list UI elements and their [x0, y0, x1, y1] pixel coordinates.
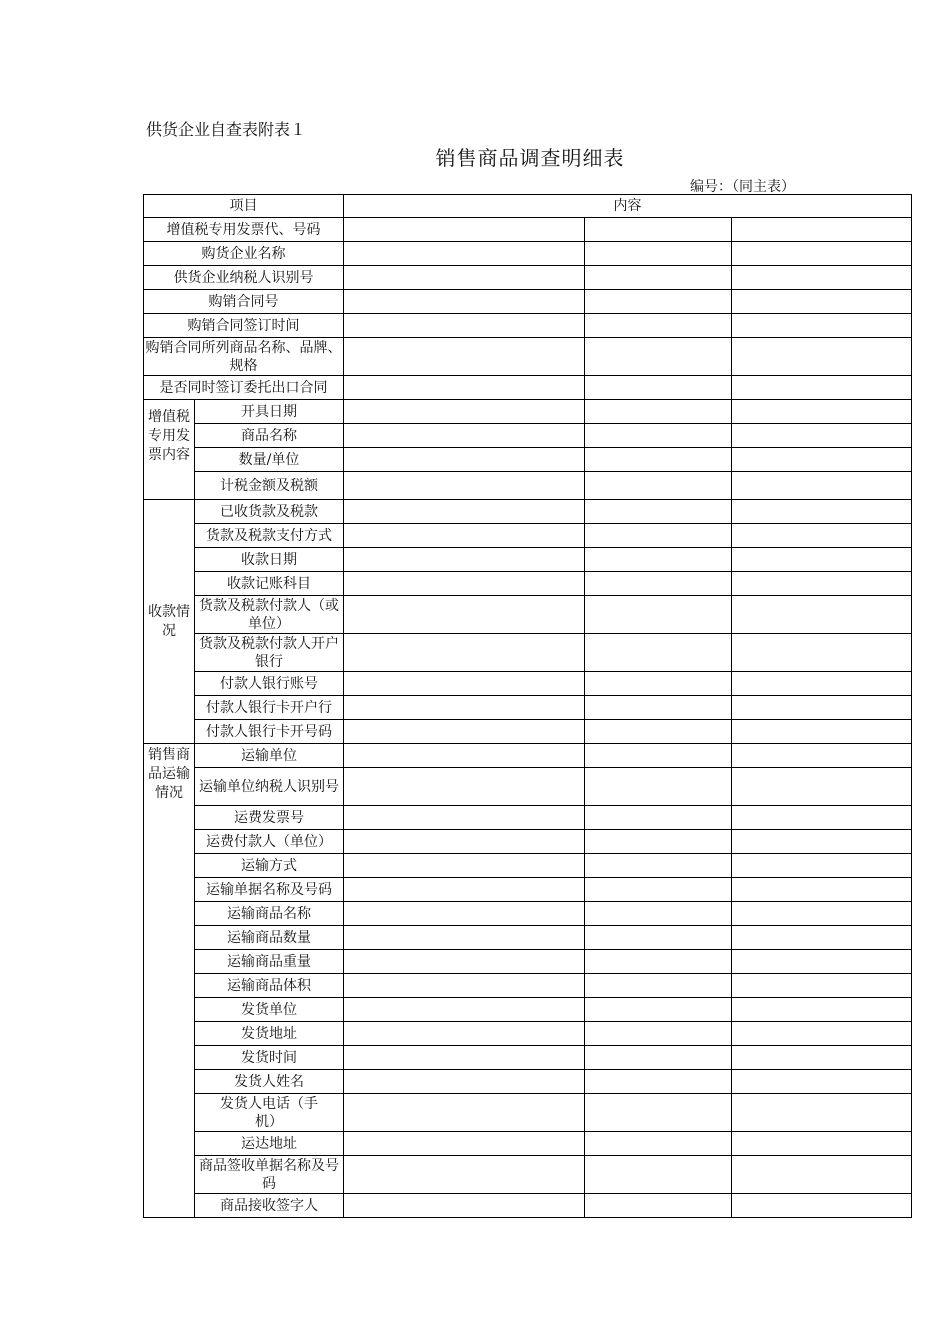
input-cell[interactable] [732, 854, 912, 878]
input-cell[interactable] [344, 448, 585, 472]
row-label: 发货人电话（手机） [195, 1094, 344, 1132]
table-row [144, 974, 912, 998]
table-row [144, 266, 912, 290]
row-label: 是否同时签订委托出口合同 [144, 376, 344, 400]
input-cell[interactable] [585, 500, 732, 524]
input-cell[interactable] [585, 672, 732, 696]
input-cell[interactable] [732, 672, 912, 696]
row-label: 付款人银行账号 [195, 672, 344, 696]
input-cell[interactable] [585, 806, 732, 830]
row-label: 付款人银行卡开号码 [195, 720, 344, 744]
row-label: 商品签收单据名称及号码 [195, 1156, 344, 1194]
input-cell[interactable] [585, 266, 732, 290]
table-row [144, 696, 912, 720]
input-cell[interactable] [585, 744, 732, 768]
table-row [144, 998, 912, 1022]
input-cell[interactable] [732, 830, 912, 854]
row-label: 运费发票号 [195, 806, 344, 830]
row-label: 发货人姓名 [195, 1070, 344, 1094]
table-row [144, 290, 912, 314]
input-cell[interactable] [585, 1070, 732, 1094]
input-cell[interactable] [732, 314, 912, 338]
input-cell[interactable] [585, 634, 732, 672]
row-label: 购货企业名称 [144, 242, 344, 266]
row-label: 运输商品数量 [195, 926, 344, 950]
input-cell[interactable] [585, 974, 732, 998]
table-row [144, 376, 912, 400]
input-cell[interactable] [732, 266, 912, 290]
row-label: 供货企业纳税人识别号 [144, 266, 344, 290]
row-label: 商品接收签字人 [195, 1194, 344, 1218]
table-row [144, 596, 912, 634]
input-cell[interactable] [344, 744, 585, 768]
table-row [144, 448, 912, 472]
input-cell[interactable] [344, 524, 585, 548]
input-cell[interactable] [585, 1132, 732, 1156]
input-cell[interactable] [344, 290, 585, 314]
table-row [144, 806, 912, 830]
input-cell[interactable] [732, 1194, 912, 1218]
input-cell[interactable] [732, 242, 912, 266]
input-cell[interactable] [732, 448, 912, 472]
input-cell[interactable] [732, 1132, 912, 1156]
row-label: 运输商品体积 [195, 974, 344, 998]
table-row [144, 548, 912, 572]
input-cell[interactable] [732, 1046, 912, 1070]
document-number: 编号：（同主表） [690, 179, 795, 195]
header-content: 内容 [344, 195, 912, 218]
input-cell[interactable] [585, 854, 732, 878]
input-cell[interactable] [585, 472, 732, 500]
input-cell[interactable] [585, 290, 732, 314]
input-cell[interactable] [732, 926, 912, 950]
input-cell[interactable] [732, 744, 912, 768]
input-cell[interactable] [585, 1022, 732, 1046]
input-cell[interactable] [585, 338, 732, 376]
input-cell[interactable] [732, 524, 912, 548]
table-row [144, 572, 912, 596]
input-cell[interactable] [732, 1070, 912, 1094]
input-cell[interactable] [732, 720, 912, 744]
input-cell[interactable] [344, 878, 585, 902]
input-cell[interactable] [732, 1022, 912, 1046]
input-cell[interactable] [344, 998, 585, 1022]
table-row [144, 672, 912, 696]
input-cell[interactable] [344, 400, 585, 424]
row-label: 运达地址 [195, 1132, 344, 1156]
table-row [144, 1094, 912, 1132]
table-row [144, 1070, 912, 1094]
row-label: 运输商品重量 [195, 950, 344, 974]
row-label: 收款日期 [195, 548, 344, 572]
table-row [144, 854, 912, 878]
input-cell[interactable] [344, 1022, 585, 1046]
input-cell[interactable] [732, 338, 912, 376]
input-cell[interactable] [344, 1194, 585, 1218]
table-row [144, 424, 912, 448]
table-row [144, 1132, 912, 1156]
table-row [144, 242, 912, 266]
input-cell[interactable] [585, 1156, 732, 1194]
row-label: 数量/单位 [195, 448, 344, 472]
input-cell[interactable] [344, 696, 585, 720]
input-cell[interactable] [344, 376, 585, 400]
row-label: 运输方式 [195, 854, 344, 878]
input-cell[interactable] [732, 376, 912, 400]
input-cell[interactable] [585, 218, 732, 242]
row-label: 运输单位纳税人识别号 [195, 768, 344, 806]
input-cell[interactable] [344, 1156, 585, 1194]
input-cell[interactable] [732, 902, 912, 926]
input-cell[interactable] [344, 926, 585, 950]
row-label: 发货时间 [195, 1046, 344, 1070]
table-row [144, 1022, 912, 1046]
row-label: 货款及税款支付方式 [195, 524, 344, 548]
input-cell[interactable] [344, 1094, 585, 1132]
table-row [144, 1194, 912, 1218]
input-cell[interactable] [732, 998, 912, 1022]
input-cell[interactable] [732, 1156, 912, 1194]
input-cell[interactable] [344, 1132, 585, 1156]
table-header-row [144, 195, 912, 218]
input-cell[interactable] [585, 950, 732, 974]
input-cell[interactable] [344, 1046, 585, 1070]
table-row [144, 500, 912, 524]
form-caption: 供货企业自查表附表１ [146, 120, 307, 139]
input-cell[interactable] [344, 242, 585, 266]
input-cell[interactable] [344, 472, 585, 500]
row-label: 发货地址 [195, 1022, 344, 1046]
input-cell[interactable] [344, 854, 585, 878]
table-row [144, 744, 912, 768]
input-cell[interactable] [732, 806, 912, 830]
row-label: 已收货款及税款 [195, 500, 344, 524]
input-cell[interactable] [344, 596, 585, 634]
row-label: 商品名称 [195, 424, 344, 448]
row-label: 计税金额及税额 [195, 472, 344, 500]
table-row [144, 768, 912, 806]
input-cell[interactable] [344, 218, 585, 242]
input-cell[interactable] [732, 596, 912, 634]
row-label: 运输单据名称及号码 [195, 878, 344, 902]
input-cell[interactable] [585, 424, 732, 448]
input-cell[interactable] [732, 768, 912, 806]
input-cell[interactable] [732, 572, 912, 596]
input-cell[interactable] [585, 1194, 732, 1218]
input-cell[interactable] [732, 634, 912, 672]
input-cell[interactable] [585, 524, 732, 548]
table-row [144, 524, 912, 548]
input-cell[interactable] [732, 950, 912, 974]
row-label: 货款及税款付款人开户银行 [195, 634, 344, 672]
table-row [144, 634, 912, 672]
input-cell[interactable] [344, 902, 585, 926]
header-item: 项目 [144, 195, 344, 218]
row-label: 货款及税款付款人（或单位） [195, 596, 344, 634]
input-cell[interactable] [344, 672, 585, 696]
input-cell[interactable] [585, 548, 732, 572]
group-label-payment: 收款情况 [144, 500, 195, 744]
input-cell[interactable] [732, 1094, 912, 1132]
row-label: 开具日期 [195, 400, 344, 424]
input-cell[interactable] [585, 572, 732, 596]
table-row [144, 1046, 912, 1070]
table-row [144, 218, 912, 242]
input-cell[interactable] [732, 878, 912, 902]
input-cell[interactable] [585, 902, 732, 926]
input-cell[interactable] [344, 266, 585, 290]
table-row [144, 338, 912, 376]
input-cell[interactable] [344, 314, 585, 338]
row-label: 购销合同号 [144, 290, 344, 314]
row-label: 付款人银行卡开户行 [195, 696, 344, 720]
input-cell[interactable] [732, 290, 912, 314]
input-cell[interactable] [344, 974, 585, 998]
row-label: 购销合同签订时间 [144, 314, 344, 338]
input-cell[interactable] [585, 696, 732, 720]
table-row [144, 314, 912, 338]
input-cell[interactable] [732, 472, 912, 500]
input-cell[interactable] [344, 424, 585, 448]
input-cell[interactable] [732, 974, 912, 998]
input-cell[interactable] [732, 548, 912, 572]
table-row [144, 472, 912, 500]
input-cell[interactable] [585, 998, 732, 1022]
input-cell[interactable] [585, 596, 732, 634]
input-cell[interactable] [344, 338, 585, 376]
input-cell[interactable] [585, 376, 732, 400]
input-cell[interactable] [585, 830, 732, 854]
input-cell[interactable] [732, 500, 912, 524]
input-cell[interactable] [585, 1046, 732, 1070]
table-row [144, 1156, 912, 1194]
table-row [144, 830, 912, 854]
input-cell[interactable] [344, 720, 585, 744]
input-cell[interactable] [344, 548, 585, 572]
input-cell[interactable] [344, 806, 585, 830]
input-cell[interactable] [732, 400, 912, 424]
input-cell[interactable] [344, 1070, 585, 1094]
input-cell[interactable] [344, 830, 585, 854]
row-label: 收款记账科目 [195, 572, 344, 596]
row-label: 增值税专用发票代、号码 [144, 218, 344, 242]
input-cell[interactable] [344, 572, 585, 596]
input-cell[interactable] [585, 926, 732, 950]
row-label: 购销合同所列商品名称、品牌、规格 [145, 339, 342, 374]
table-row [144, 720, 912, 744]
table-row [144, 950, 912, 974]
investigation-table [143, 194, 912, 1218]
table-row [144, 902, 912, 926]
input-cell[interactable] [344, 634, 585, 672]
input-cell[interactable] [585, 242, 732, 266]
document-title: 销售商品调查明细表 [435, 146, 625, 170]
row-label: 运费付款人（单位） [195, 830, 344, 854]
input-cell[interactable] [585, 878, 732, 902]
input-cell[interactable] [344, 500, 585, 524]
table-row [144, 878, 912, 902]
input-cell[interactable] [585, 400, 732, 424]
group-label-shipping: 销售商品运输情况 [144, 744, 195, 1218]
input-cell[interactable] [585, 720, 732, 744]
row-label: 运输单位 [195, 744, 344, 768]
input-cell[interactable] [585, 448, 732, 472]
row-label: 发货单位 [195, 998, 344, 1022]
input-cell[interactable] [585, 1094, 732, 1132]
input-cell[interactable] [344, 768, 585, 806]
input-cell[interactable] [585, 768, 732, 806]
input-cell[interactable] [732, 218, 912, 242]
input-cell[interactable] [585, 314, 732, 338]
input-cell[interactable] [732, 424, 912, 448]
group-label-invoice: 增值税专用发票内容 [144, 400, 195, 500]
table-row [144, 926, 912, 950]
row-label: 运输商品名称 [195, 902, 344, 926]
input-cell[interactable] [344, 950, 585, 974]
table-row [144, 400, 912, 424]
input-cell[interactable] [732, 696, 912, 720]
